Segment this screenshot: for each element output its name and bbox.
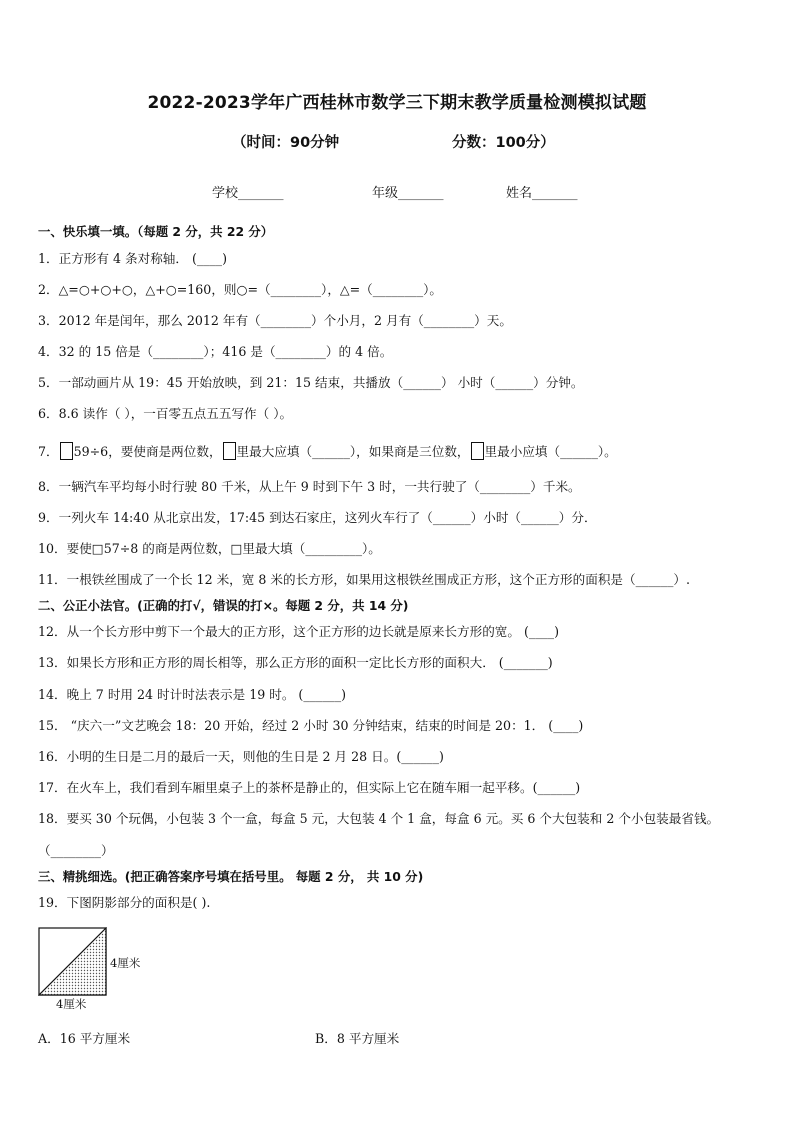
exam-score: 分数：100分） bbox=[452, 135, 555, 151]
grade-field: 年级_______ bbox=[372, 186, 444, 201]
question-7-part-1: 59÷6，要使商是两位数， bbox=[73, 444, 222, 459]
name-field: 姓名_______ bbox=[506, 186, 578, 201]
question-7-number: 7． bbox=[38, 444, 59, 459]
section2-heading: 二、公正小法官。(正确的打√，错误的打×。每题 2 分，共 14 分) bbox=[38, 598, 409, 613]
blank-box bbox=[223, 442, 236, 460]
question-7-part-3: 里最小应填（______）。 bbox=[484, 444, 617, 459]
blank-box bbox=[471, 442, 484, 460]
shaded-square-figure bbox=[38, 927, 178, 1021]
question-6: 6．8.6 读作（ ），一百零五点五五写作（ ）。 bbox=[38, 406, 293, 421]
option-a: A．16 平方厘米 bbox=[38, 1031, 131, 1046]
question-15: 15． “庆六一”文艺晚会 18：20 开始，经过 2 小时 30 分钟结束，结束的时间是 20：1． (____) bbox=[38, 718, 584, 733]
question-17: 17．在火车上，我们看到车厢里桌子上的茶杯是静止的，但实际上它在随车厢一起平移。(______) bbox=[38, 780, 581, 795]
option-b: B．8 平方厘米 bbox=[315, 1031, 400, 1046]
question-3: 3．2012 年是闰年，那么 2012 年有（________）个小月，2 月有（________）天。 bbox=[38, 313, 512, 328]
bottom-side-label: 4厘米 bbox=[56, 997, 87, 1011]
question-4: 4．32 的 15 倍是（________）；416 是（________）的 4 倍。 bbox=[38, 344, 393, 359]
question-2: 2．△=○+○+○，△+○=160，则○=（________），△=（________）。 bbox=[38, 282, 443, 297]
question-12: 12．从一个长方形中剪下一个最大的正方形，这个正方形的边长就是原来长方形的宽。 (____) bbox=[38, 624, 560, 639]
question-18: 18．要买 30 个玩偶，小包装 3 个一盒，每盒 5 元，大包装 4 个 1 盒，每盒 6 元。买 6 个大包装和 2 个小包装最省钱。 bbox=[38, 811, 720, 826]
right-side-label: 4厘米 bbox=[110, 956, 141, 970]
section1-heading: 一、快乐填一填。（每题 2 分，共 22 分） bbox=[38, 224, 274, 239]
question-16: 16．小明的生日是二月的最后一天，则他的生日是 2 月 28 日。(______) bbox=[38, 749, 444, 764]
question-13: 13．如果长方形和正方形的周长相等，那么正方形的面积一定比长方形的面积大． (_______) bbox=[38, 655, 553, 670]
question-10: 10．要使□57÷8 的商是两位数，□里最大填（_________）。 bbox=[38, 541, 381, 556]
question-7-part-2: 里最大应填（______），如果商是三位数， bbox=[236, 444, 470, 459]
question-14: 14．晚上 7 时用 24 时计时法表示是 19 时。 (______) bbox=[38, 687, 347, 702]
school-field: 学校_______ bbox=[212, 186, 284, 201]
question-11: 11．一根铁丝围成了一个长 12 米，宽 8 米的长方形，如果用这根铁丝围成正方形，这个正方形的面积是（______）. bbox=[38, 572, 690, 587]
question-9: 9．一列火车 14:40 从北京出发，17:45 到达石家庄，这列火车行了（______）小时（______）分． bbox=[38, 510, 597, 525]
question-5: 5．一部动画片从 19：45 开始放映，到 21：15 结束，共播放（______） 小时（______）分钟。 bbox=[38, 375, 584, 390]
question-18-answer: （________） bbox=[38, 843, 114, 858]
blank-box bbox=[60, 442, 73, 460]
question-7 bbox=[38, 442, 617, 460]
question-19: 19．下图阴影部分的面积是( ). bbox=[38, 895, 211, 910]
question-1: 1．正方形有 4 条对称轴． (____) bbox=[38, 251, 227, 266]
exam-time: （时间：90分钟 bbox=[232, 135, 340, 151]
question-8: 8．一辆汽车平均每小时行驶 80 千米，从上午 9 时到下午 3 时，一共行驶了（________）千米。 bbox=[38, 479, 581, 494]
exam-title: 2022-2023学年广西桂林市数学三下期末教学质量检测模拟试题 bbox=[147, 93, 647, 113]
section3-heading: 三、精挑细选。(把正确答案序号填在括号里。 每题 2 分， 共 10 分) bbox=[38, 869, 424, 884]
